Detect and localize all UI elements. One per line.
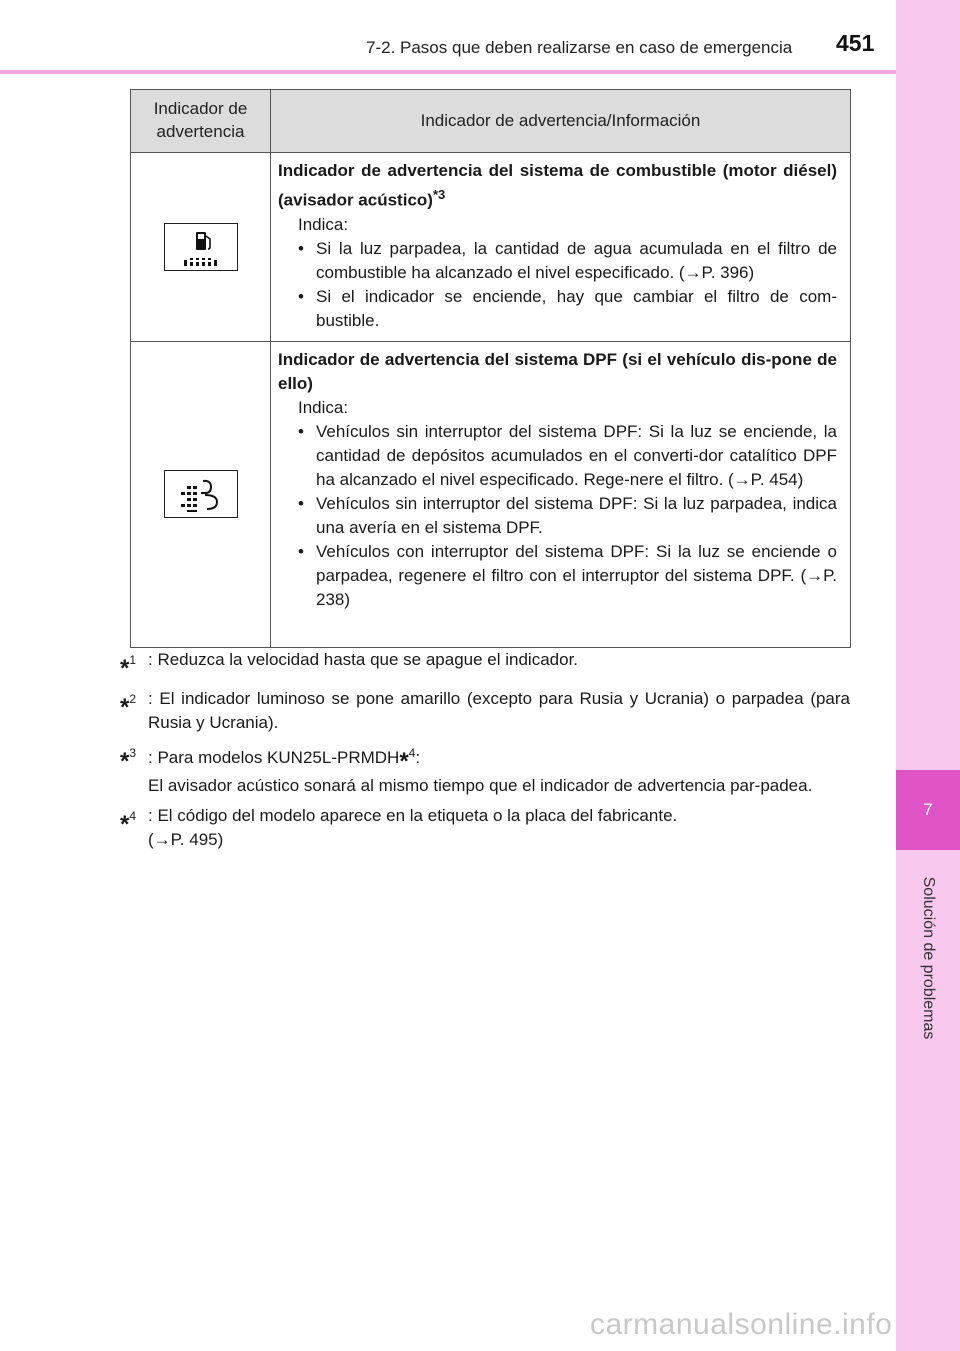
list-item: • Vehículos sin interruptor del sistema DPF: Si la luz se enciende, la cantidad de depósitos acumulados en el converti-dor catalítico DPF ha alcanzado el nivel especificado. Rege-nere el filtro. (→P. 454) [298, 420, 837, 492]
indica-label: Indica: [298, 397, 349, 417]
watermark: carmanualsonline.info [590, 1308, 893, 1341]
list-item: • Si la luz parpadea, la cantidad de agua acumulada en el filtro de combustible ha alcanzado el nivel especificado. (→P. 396) [298, 237, 837, 285]
indica-label: Indica: [298, 214, 349, 234]
icon-cell [131, 153, 271, 342]
footnote-ref[interactable]: *3 [432, 187, 446, 202]
row-title: Indicador de advertencia del sistema DPF (si el vehículo dis-pone de ello) [278, 349, 837, 393]
dpf-warning-icon [164, 470, 238, 518]
chapter-number: 7 [923, 800, 933, 819]
footnote-3: *$^3$ : Para modelos KUN25L-PRMDH*$^4$: El avisador acústico sonará al mismo tiempo que el indicador de advertencia par-padea. [120, 741, 850, 798]
page-header-title: 7-2. Pasos que deben realizarse en caso de emergencia [366, 38, 793, 57]
footnote-1: *$^1$ : Reduzca la velocidad hasta que se apague el indicador. [120, 648, 850, 681]
chapter-tab[interactable] [896, 770, 960, 850]
header-rule [0, 70, 896, 74]
warning-table [130, 89, 851, 648]
footnotes [120, 648, 850, 858]
page-number: 451 [836, 30, 875, 56]
side-bar [896, 0, 960, 1351]
footnote-4: *$^4$ : El código del modelo aparece en la etiqueta o la placa del fabricante. (→P. 495) [120, 804, 850, 852]
column-header-icon: Indicador de advertencia [131, 90, 271, 153]
list-item: • Vehículos con interruptor del sistema DPF: Si la luz se enciende o parpadea, regenere el filtro con el interruptor del sistema DPF. (→P. 238) [298, 540, 837, 612]
row-description [271, 341, 851, 647]
bullet-list [278, 420, 837, 612]
list-item: • Si el indicador se enciende, hay que cambiar el filtro de com-bustible. [298, 285, 837, 333]
footnote-2: *$^2$ : El indicador luminoso se pone amarillo (excepto para Rusia y Ucrania) o parpadea (para Rusia y Ucrania). [120, 687, 850, 735]
row-title: Indicador de advertencia del sistema de combustible (motor diésel) (avisador acústico)$^{*3}$ [278, 161, 837, 210]
footnote-text: : Para modelos KUN25L-PRMDH*$^4$: El avisador acústico sonará al mismo tiempo que el indicador de advertencia par-padea. [148, 746, 813, 795]
bullet-list [278, 237, 837, 333]
footnote-text: : El código del modelo aparece en la etiqueta o la placa del fabricante. (→P. 495) [148, 806, 678, 849]
footnote-text: : El indicador luminoso se pone amarillo (excepto para Rusia y Ucrania) o parpadea (para Rusia y Ucrania). [148, 689, 850, 732]
table-row [131, 341, 851, 647]
table-row [131, 153, 851, 342]
column-header-info: Indicador de advertencia/Información [271, 90, 851, 153]
footnote-text: : Reduzca la velocidad hasta que se apague el indicador. [148, 650, 579, 669]
icon-cell [131, 341, 271, 647]
table-header-row [131, 90, 851, 153]
row-description [271, 153, 851, 342]
list-item: • Vehículos sin interruptor del sistema DPF: Si la luz parpadea, indica una avería en el sistema DPF. [298, 492, 837, 540]
chapter-label: Solución de problemas [920, 876, 937, 1040]
fuel-system-warning-icon [164, 223, 238, 271]
